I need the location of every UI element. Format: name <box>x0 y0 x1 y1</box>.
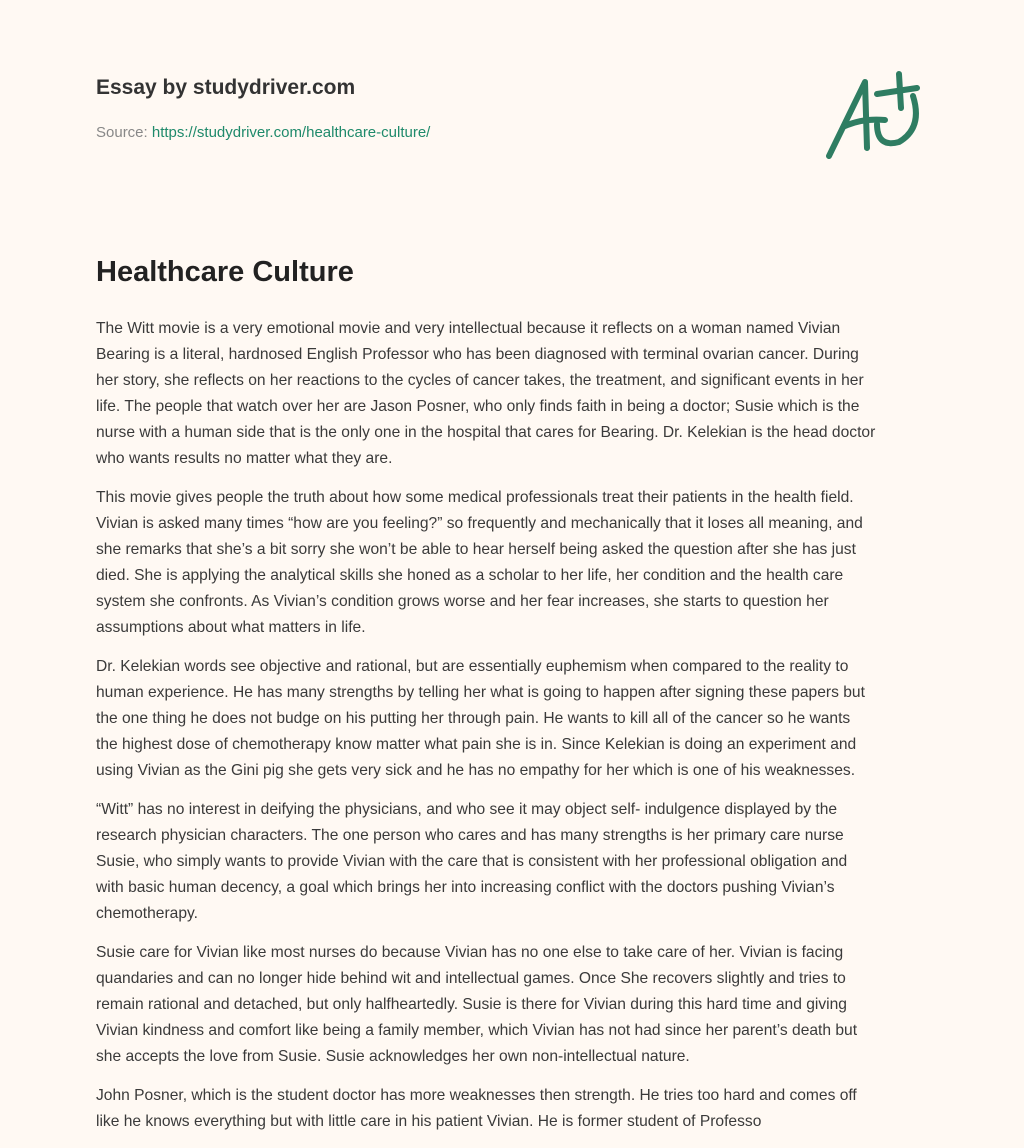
paragraph-line: the highest dose of chemotherapy know matter what pain she is in. Since Kelekian is doing an experiment and <box>96 736 857 753</box>
source-link[interactable]: https://studydriver.com/healthcare-culture/ <box>151 124 431 141</box>
article-paragraph <box>96 485 946 641</box>
paragraph-line: Bearing is a literal, hardnosed English Professor who has been diagnosed with terminal ovarian cancer. During <box>96 346 859 363</box>
a-plus-logo-icon <box>815 68 935 168</box>
article-paragraph <box>96 1083 946 1135</box>
paragraph-line: she remarks that she’s a bit sorry she won’t be able to hear herself being asked the question after she has just <box>96 541 856 558</box>
paragraph-line: remain rational and detached, but only halfheartedly. Susie is there for Vivian during this hard time and giving <box>96 996 847 1013</box>
site-title: Essay by studydriver.com <box>96 76 356 99</box>
paragraph-line: quandaries and can no longer hide behind wit and intellectual games. Once She recovers slightly and tries to <box>96 970 846 987</box>
paragraph-line: with basic human decency, a goal which brings her into increasing conflict with the doctors pushing Vivian’s <box>96 879 835 896</box>
paragraph-line: “Witt” has no interest in deifying the physicians, and who see it may object self- indulgence displayed by the <box>96 801 838 818</box>
paragraph-line: her story, she reflects on her reactions to the cycles of cancer takes, the treatment, and significant events in her <box>96 372 864 389</box>
article-title: Healthcare Culture <box>96 256 354 288</box>
source-label: Source: <box>96 124 148 141</box>
paragraph-line: nurse with a human side that is the only one in the hospital that cares for Bearing. Dr. Kelekian is the head doctor <box>96 424 876 441</box>
paragraph-line: chemotherapy. <box>96 905 198 922</box>
paragraph-line: who wants results no matter what they are. <box>96 450 393 467</box>
paragraph-line: assumptions about what matters in life. <box>96 619 366 636</box>
paragraph-line: the one thing he does not budge on his putting her through pain. He wants to kill all of the cancer so he wants <box>96 710 851 727</box>
paragraph-line: life. The people that watch over her are Jason Posner, who only finds faith in being a doctor; Susie which is the <box>96 398 860 415</box>
paragraph-line: human experience. He has many strengths by telling her what is going to happen after signing these papers but <box>96 684 865 701</box>
paragraph-line: she accepts the love from Susie. Susie acknowledges her own non-intellectual nature. <box>96 1048 690 1065</box>
paragraph-line: Susie care for Vivian like most nurses do because Vivian has no one else to take care of her. Vivian is facing <box>96 944 844 961</box>
paragraph-line: John Posner, which is the student doctor has more weaknesses then strength. He tries too hard and comes off <box>96 1087 857 1104</box>
paragraph-line: Vivian kindness and comfort like being a family member, which Vivian has not had since her parent’s death but <box>96 1022 858 1039</box>
article-body <box>96 316 946 1148</box>
source-line <box>96 124 430 141</box>
article-paragraph <box>96 797 946 927</box>
article-paragraph <box>96 940 946 1070</box>
article-paragraph <box>96 654 946 784</box>
paragraph-line: research physician characters. The one person who cares and has many strengths is her primary care nurse <box>96 827 844 844</box>
paragraph-line: The Witt movie is a very emotional movie and very intellectual because it reflects on a woman named Vivian <box>96 320 841 337</box>
paragraph-line: using Vivian as the Gini pig she gets very sick and he has no empathy for her which is one of his weaknesses. <box>96 762 856 779</box>
paragraph-line: system she confronts. As Vivian’s condition grows worse and her fear increases, she starts to question her <box>96 593 829 610</box>
paragraph-line: Vivian is asked many times “how are you feeling?” so frequently and mechanically that it loses all meaning, and <box>96 515 863 532</box>
paragraph-line: like he knows everything but with little care in his patient Vivian. He is former student of Professo <box>96 1113 762 1130</box>
paragraph-line: died. She is applying the analytical skills she honed as a scholar to her life, her condition and the health care <box>96 567 844 584</box>
paragraph-line: Susie, who simply wants to provide Vivian with the care that is consistent with her professional obligation and <box>96 853 848 870</box>
paragraph-line: This movie gives people the truth about how some medical professionals treat their patients in the health field. <box>96 489 854 506</box>
paragraph-line: Dr. Kelekian words see objective and rational, but are essentially euphemism when compared to the reality to <box>96 658 849 675</box>
article-paragraph <box>96 316 946 472</box>
